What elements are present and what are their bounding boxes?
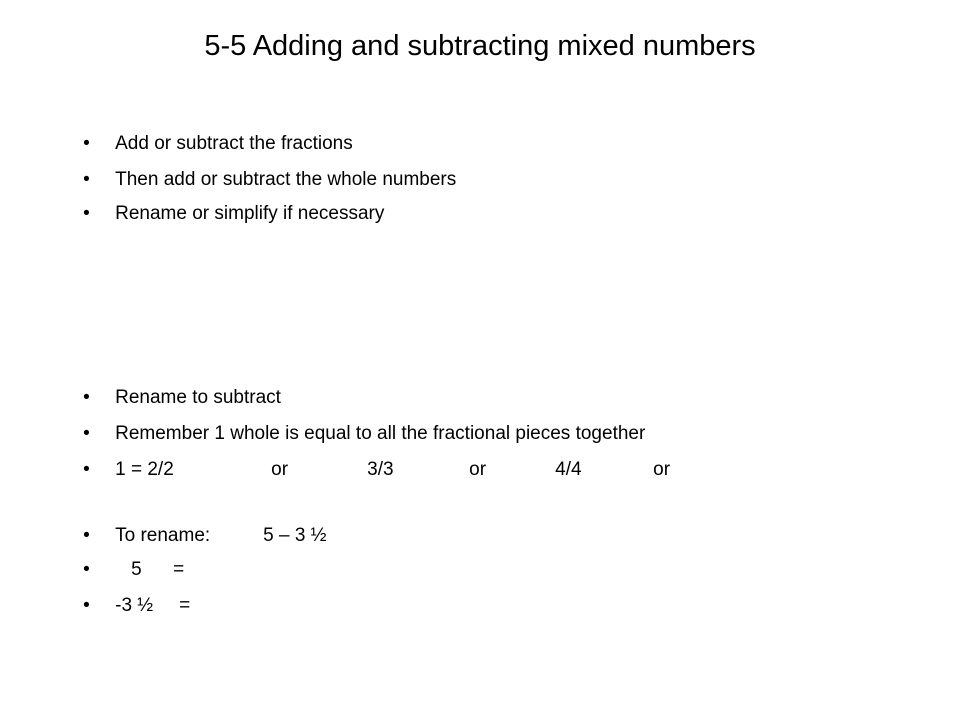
bullet-icon: • — [83, 559, 90, 580]
list-item-example-line-2 — [62, 564, 191, 616]
bullet-icon: • — [83, 525, 90, 546]
list-item-remember — [62, 392, 646, 444]
example-line2-number: -3 ½ — [115, 595, 154, 616]
bullet-icon: • — [83, 595, 90, 616]
equivalent-or-2: or — [469, 459, 487, 480]
equivalent-lead: 1 = 2/2 — [115, 459, 174, 480]
remember-text: Remember 1 whole is equal to all the fractional pieces together — [115, 423, 646, 444]
list-item-step-2 — [62, 138, 457, 190]
bullet-icon: • — [83, 203, 90, 224]
bullet-icon: • — [83, 423, 90, 444]
bullet-icon: • — [83, 459, 90, 480]
equivalent-value-3: 4/4 — [555, 459, 582, 480]
example-expression: 5 – 3 ½ — [263, 525, 327, 546]
example-line1-number: 5 — [131, 559, 142, 580]
slide-title: 5-5 Adding and subtracting mixed numbers — [204, 30, 756, 62]
example-line2-equals: = — [179, 595, 191, 616]
list-item-step-3 — [62, 172, 385, 224]
list-item-step-1 — [62, 102, 353, 154]
bullet-icon: • — [83, 169, 90, 190]
list-item-example — [62, 494, 327, 546]
step-text: Then add or subtract the whole numbers — [115, 169, 457, 190]
step-text: Rename or simplify if necessary — [115, 203, 385, 224]
example-line2 — [115, 592, 190, 620]
equivalent-value-2: 3/3 — [367, 459, 394, 480]
step-text: Add or subtract the fractions — [115, 133, 353, 154]
example-line1-equals: = — [173, 559, 185, 580]
list-item-equivalents — [62, 428, 671, 480]
rename-heading: Rename to subtract — [115, 387, 281, 408]
bullet-icon: • — [83, 387, 90, 408]
list-item-rename-heading — [62, 356, 281, 408]
example-label: To rename: — [115, 525, 211, 546]
equivalent-or-3: or — [653, 459, 671, 480]
equivalent-or-1: or — [271, 459, 289, 480]
list-item-example-line-1 — [62, 528, 185, 580]
bullet-icon: • — [83, 133, 90, 154]
